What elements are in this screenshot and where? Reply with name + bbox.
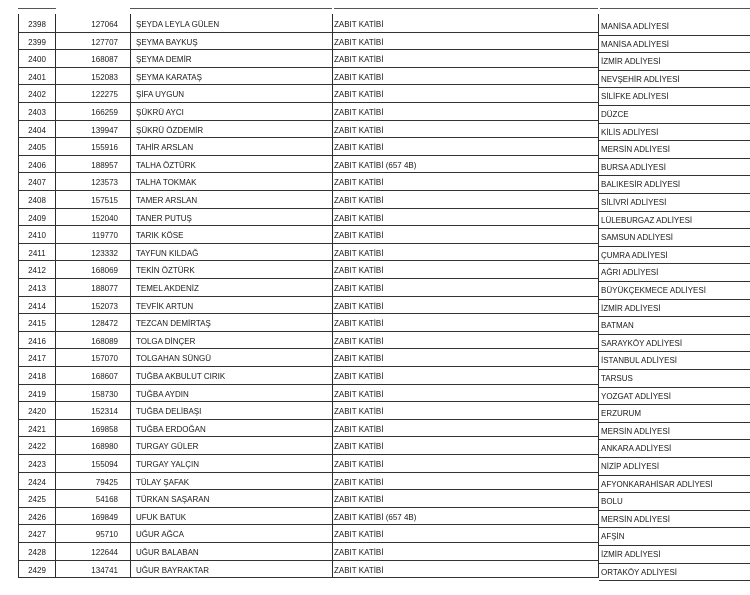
row-number: 2405 bbox=[28, 143, 46, 153]
row-place: BOLU bbox=[601, 497, 623, 507]
row-id: 168069 bbox=[91, 266, 118, 276]
row-name: TUĞBA AKBULUT CIRIK bbox=[136, 372, 226, 381]
row-title: ZABIT KATİBİ bbox=[334, 548, 384, 557]
row-title: ZABIT KATİBİ bbox=[334, 407, 384, 417]
row-id: 188077 bbox=[91, 284, 118, 293]
row-name: ŞÜKRÜ ÖZDEMİR bbox=[136, 125, 204, 135]
row-place: KİLİS ADLİYESİ bbox=[601, 127, 659, 137]
row-number: 2418 bbox=[28, 372, 46, 381]
row-id: 169849 bbox=[91, 512, 118, 522]
row-place: ÇUMRA ADLİYESİ bbox=[601, 250, 668, 260]
row-name: TURGAY YALÇIN bbox=[136, 460, 199, 469]
row-id: 157515 bbox=[91, 196, 118, 205]
row-title: ZABIT KATİBİ bbox=[334, 301, 384, 311]
row-name: TEKİN ÖZTÜRK bbox=[136, 266, 195, 276]
row-id: 134741 bbox=[91, 565, 118, 575]
row-name: UĞUR AĞCA bbox=[136, 530, 185, 540]
table-row bbox=[18, 120, 750, 138]
row-title: ZABIT KATİBİ bbox=[334, 20, 384, 29]
row-number: 2402 bbox=[28, 90, 46, 100]
top-rule bbox=[334, 8, 598, 9]
row-place: ORTAKÖY ADLİYESİ bbox=[601, 567, 678, 577]
row-number: 2415 bbox=[28, 319, 46, 329]
row-place: NEVŞEHİR ADLİYESİ bbox=[601, 74, 680, 84]
row-number: 2420 bbox=[28, 407, 46, 417]
place-rule bbox=[599, 580, 750, 581]
row-place: SİLİFKE ADLİYESİ bbox=[601, 92, 669, 102]
row-number: 2411 bbox=[28, 248, 46, 258]
row-id: 123332 bbox=[91, 248, 118, 258]
row-place: AFŞİN bbox=[601, 532, 625, 542]
table-row bbox=[18, 524, 750, 542]
row-place: SAMSUN ADLİYESİ bbox=[601, 233, 674, 243]
row-title: ZABIT KATİBİ bbox=[334, 284, 384, 293]
row-number: 2403 bbox=[28, 108, 46, 117]
row-number: 2399 bbox=[28, 37, 46, 47]
top-rule bbox=[130, 8, 332, 9]
row-title: ZABIT KATİBİ bbox=[334, 319, 384, 329]
row-name: TAHİR ARSLAN bbox=[136, 143, 194, 153]
row-id: 139947 bbox=[91, 125, 118, 135]
row-number: 2408 bbox=[28, 196, 46, 205]
row-title: ZABIT KATİBİ bbox=[334, 143, 384, 153]
row-title: ZABIT KATİBİ bbox=[334, 442, 384, 452]
row-name: TÜLAY ŞAFAK bbox=[136, 477, 190, 487]
table-row bbox=[18, 454, 750, 472]
row-number: 2421 bbox=[28, 424, 46, 434]
row-title: ZABIT KATİBİ bbox=[334, 55, 384, 65]
row-number: 2422 bbox=[28, 442, 46, 452]
table-row bbox=[18, 32, 750, 50]
row-number: 2419 bbox=[28, 389, 46, 399]
table-row bbox=[18, 137, 750, 155]
row-name: UĞUR BAYRAKTAR bbox=[136, 565, 210, 575]
table-row bbox=[18, 278, 750, 296]
row-title: ZABIT KATİBİ bbox=[334, 72, 384, 82]
row-name: TALHA TOKMAK bbox=[136, 178, 197, 188]
row-name: TANER PUTUŞ bbox=[136, 213, 192, 223]
table-row bbox=[18, 14, 750, 32]
table-row bbox=[18, 260, 750, 278]
table-row bbox=[18, 172, 750, 190]
row-place: SİLİVRİ ADLİYESİ bbox=[601, 198, 667, 207]
row-id: 119770 bbox=[91, 231, 118, 241]
row-number: 2423 bbox=[28, 460, 46, 469]
row-number: 2414 bbox=[28, 301, 46, 311]
row-place: ANKARA ADLİYESİ bbox=[601, 444, 672, 454]
row-id: 155916 bbox=[91, 143, 118, 153]
row-title: ZABIT KATİBİ bbox=[334, 372, 384, 381]
row-id: 79425 bbox=[95, 477, 118, 487]
row-number: 2401 bbox=[28, 72, 46, 82]
row-name: TOLGA DİNÇER bbox=[136, 336, 196, 346]
row-number: 2427 bbox=[28, 530, 46, 540]
row-place: İSTANBUL ADLİYESİ bbox=[601, 356, 678, 366]
row-title: ZABIT KATİBİ bbox=[334, 336, 384, 346]
table-row bbox=[18, 102, 750, 120]
table-row bbox=[18, 384, 750, 402]
row-place: BALIKESİR ADLİYESİ bbox=[601, 180, 681, 190]
row-number: 2404 bbox=[28, 125, 46, 135]
row-id: 166259 bbox=[91, 108, 118, 117]
row-name: TUĞBA AYDIN bbox=[136, 389, 189, 399]
row-number: 2426 bbox=[28, 512, 46, 522]
table-row bbox=[18, 84, 750, 102]
row-name: TEVFİK ARTUN bbox=[136, 301, 194, 311]
table-row bbox=[18, 436, 750, 454]
row-title: ZABIT KATİBİ bbox=[334, 125, 384, 135]
row-title: ZABIT KATİBİ bbox=[334, 266, 384, 276]
row-name: TOLGAHAN SÜNGÜ bbox=[136, 354, 211, 364]
row-rule bbox=[18, 577, 599, 578]
row-number: 2398 bbox=[28, 20, 46, 29]
table-row bbox=[18, 560, 750, 578]
row-number: 2416 bbox=[28, 336, 46, 346]
row-id: 155094 bbox=[91, 460, 118, 469]
row-place: LÜLEBURGAZ ADLİYESİ bbox=[601, 215, 693, 225]
row-title: ZABIT KATİBİ bbox=[334, 248, 384, 258]
row-title: ZABIT KATİBİ bbox=[334, 354, 384, 364]
table-row bbox=[18, 155, 750, 173]
row-name: TURGAY GÜLER bbox=[136, 442, 199, 452]
table-row bbox=[18, 348, 750, 366]
row-id: 169858 bbox=[91, 424, 118, 434]
row-place: BURSA ADLİYESİ bbox=[601, 162, 666, 172]
row-name: ŞÜKRÜ AYCI bbox=[136, 108, 184, 117]
row-place: MERSİN ADLİYESİ bbox=[601, 426, 670, 436]
row-id: 168607 bbox=[91, 372, 118, 381]
row-id: 127064 bbox=[91, 20, 118, 29]
row-title: ZABIT KATİBİ (657 4B) bbox=[334, 512, 417, 522]
row-title: ZABIT KATİBİ bbox=[334, 231, 384, 241]
row-id: 152040 bbox=[91, 213, 118, 223]
row-place: İZMİR ADLİYESİ bbox=[601, 303, 661, 313]
table-row bbox=[18, 542, 750, 560]
row-id: 54168 bbox=[95, 495, 118, 505]
row-name: UĞUR BALABAN bbox=[136, 548, 199, 557]
table-row bbox=[18, 313, 750, 331]
row-place: SARAYKÖY ADLİYESİ bbox=[601, 338, 683, 348]
table-row bbox=[18, 366, 750, 384]
row-place: MANİSA ADLİYESİ bbox=[601, 39, 670, 49]
row-id: 152314 bbox=[91, 407, 118, 417]
table-row bbox=[18, 208, 750, 226]
row-title: ZABIT KATİBİ bbox=[334, 424, 384, 434]
row-place: İZMİR ADLİYESİ bbox=[601, 57, 661, 67]
row-place: AĞRI ADLİYESİ bbox=[601, 268, 659, 278]
row-place: MANİSA ADLİYESİ bbox=[601, 22, 670, 31]
row-id: 95710 bbox=[95, 530, 118, 540]
top-rule bbox=[18, 8, 56, 9]
table-row bbox=[18, 67, 750, 85]
row-id: 168089 bbox=[91, 336, 118, 346]
row-id: 157070 bbox=[91, 354, 118, 364]
row-number: 2400 bbox=[28, 55, 46, 65]
row-title: ZABIT KATİBİ bbox=[334, 37, 384, 47]
row-name: TAMER ARSLAN bbox=[136, 196, 198, 205]
row-title: ZABIT KATİBİ bbox=[334, 565, 384, 575]
row-title: ZABIT KATİBİ bbox=[334, 196, 384, 205]
row-number: 2410 bbox=[28, 231, 46, 241]
row-name: ŞEYMA DEMİR bbox=[136, 55, 192, 65]
table-row bbox=[18, 190, 750, 208]
table-row bbox=[18, 507, 750, 525]
row-place: TARSUS bbox=[601, 374, 633, 383]
row-place: İZMİR ADLİYESİ bbox=[601, 550, 661, 559]
row-id: 152073 bbox=[91, 301, 118, 311]
row-id: 122644 bbox=[91, 548, 118, 557]
row-title: ZABIT KATİBİ bbox=[334, 477, 384, 487]
row-name: ŞEYDA LEYLA GÜLEN bbox=[136, 20, 220, 29]
row-name: ŞİFA UYGUN bbox=[136, 90, 185, 100]
row-place: AFYONKARAHİSAR ADLİYESİ bbox=[601, 479, 713, 489]
row-id: 128472 bbox=[91, 319, 118, 329]
row-number: 2412 bbox=[28, 266, 46, 276]
row-place: ERZURUM bbox=[601, 409, 641, 419]
row-name: TÜRKAN SAŞARAN bbox=[136, 495, 210, 505]
row-name: ŞEYMA KARATAŞ bbox=[136, 72, 202, 82]
table-row bbox=[18, 225, 750, 243]
row-number: 2424 bbox=[28, 477, 46, 487]
table-row bbox=[18, 489, 750, 507]
row-place: MERSİN ADLİYESİ bbox=[601, 514, 670, 524]
table-row bbox=[18, 419, 750, 437]
row-name: TAYFUN KILDAĞ bbox=[136, 248, 199, 258]
row-number: 2413 bbox=[28, 284, 46, 293]
table-row bbox=[18, 472, 750, 490]
row-id: 168980 bbox=[91, 442, 118, 452]
row-title: ZABIT KATİBİ bbox=[334, 90, 384, 100]
row-number: 2428 bbox=[28, 548, 46, 557]
row-number: 2429 bbox=[28, 565, 46, 575]
row-place: YOZGAT ADLİYESİ bbox=[601, 391, 671, 401]
row-title: ZABIT KATİBİ bbox=[334, 178, 384, 188]
row-name: TUĞBA DELİBAŞI bbox=[136, 407, 202, 417]
table-row bbox=[18, 331, 750, 349]
row-number: 2425 bbox=[28, 495, 46, 505]
row-name: TARIK KÖSE bbox=[136, 231, 184, 241]
row-place: MERSİN ADLİYESİ bbox=[601, 145, 670, 155]
row-place: DÜZCE bbox=[601, 110, 629, 119]
top-rule bbox=[600, 8, 750, 9]
row-id: 158730 bbox=[91, 389, 118, 399]
row-name: ŞEYMA BAYKUŞ bbox=[136, 37, 198, 47]
table-row bbox=[18, 401, 750, 419]
row-place: NİZİP ADLİYESİ bbox=[601, 462, 660, 471]
table-row bbox=[18, 49, 750, 67]
row-title: ZABIT KATİBİ bbox=[334, 389, 384, 399]
row-number: 2407 bbox=[28, 178, 46, 188]
table-row bbox=[18, 296, 750, 314]
table-row bbox=[18, 243, 750, 261]
row-title: ZABIT KATİBİ bbox=[334, 530, 384, 540]
row-number: 2409 bbox=[28, 213, 46, 223]
row-title: ZABIT KATİBİ bbox=[334, 495, 384, 505]
row-place: BÜYÜKÇEKMECE ADLİYESİ bbox=[601, 286, 706, 295]
row-name: TALHA ÖZTÜRK bbox=[136, 160, 196, 170]
row-title: ZABIT KATİBİ bbox=[334, 213, 384, 223]
row-title: ZABIT KATİBİ (657 4B) bbox=[334, 160, 417, 170]
row-id: 152083 bbox=[91, 72, 118, 82]
row-name: TUĞBA ERDOĞAN bbox=[136, 424, 206, 434]
row-number: 2417 bbox=[28, 354, 46, 364]
row-id: 123573 bbox=[91, 178, 118, 188]
row-name: TEMEL AKDENİZ bbox=[136, 284, 199, 293]
row-id: 127707 bbox=[91, 37, 118, 47]
row-id: 168087 bbox=[91, 55, 118, 65]
row-id: 188957 bbox=[91, 160, 118, 170]
row-title: ZABIT KATİBİ bbox=[334, 108, 384, 117]
row-name: TEZCAN DEMİRTAŞ bbox=[136, 319, 211, 329]
row-name: UFUK BATUK bbox=[136, 512, 187, 522]
row-number: 2406 bbox=[28, 160, 46, 170]
row-id: 122275 bbox=[91, 90, 118, 100]
row-title: ZABIT KATİBİ bbox=[334, 460, 384, 469]
row-place: BATMAN bbox=[601, 321, 634, 331]
